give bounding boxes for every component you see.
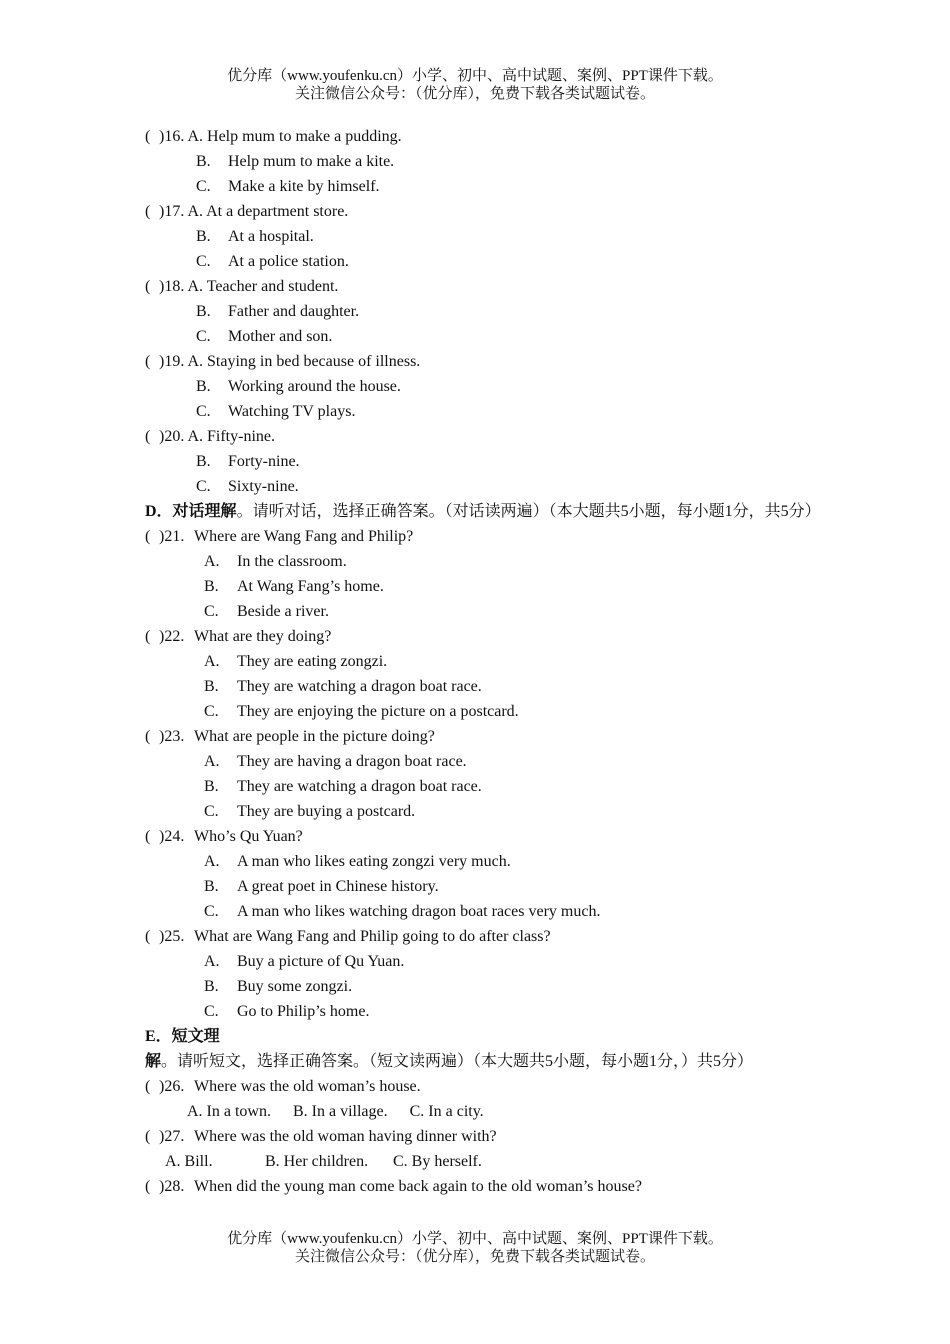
option-text: They are having a dragon boat race.: [237, 753, 467, 770]
option-b: [145, 224, 825, 249]
option-a: A. Teacher and student.: [187, 278, 339, 295]
option-letter: A.: [204, 653, 220, 670]
question-16: [145, 124, 825, 149]
question-number: )24.: [159, 828, 185, 845]
footer-line-1: 优分库（www.youfenku.cn）小学、初中、高中试题、案例、PPT课件下载。: [227, 1231, 723, 1247]
option-b: [145, 149, 825, 174]
option-a: [145, 549, 825, 574]
option-text: Forty-nine.: [228, 453, 300, 470]
option-letter: C.: [204, 803, 219, 820]
option-a: A. In a town.: [187, 1103, 271, 1120]
option-letter: B.: [204, 578, 219, 595]
option-text: At Wang Fang’s home.: [237, 578, 384, 595]
option-a: [145, 649, 825, 674]
option-text: A man who likes watching dragon boat races very much.: [237, 903, 601, 920]
question-text: Where are Wang Fang and Philip?: [194, 528, 414, 545]
option-letter: B.: [196, 153, 211, 170]
option-letter: B.: [204, 878, 219, 895]
option-letter: C.: [204, 603, 219, 620]
option-a: [145, 949, 825, 974]
question-20: [145, 424, 825, 449]
option-b: [145, 449, 825, 474]
answer-blank[interactable]: (: [145, 1178, 151, 1195]
answer-blank[interactable]: (: [145, 353, 151, 370]
option-text: They are eating zongzi.: [237, 653, 388, 670]
page-header: [0, 67, 950, 103]
option-text: They are enjoying the picture on a postcard.: [237, 703, 519, 720]
option-c: [145, 324, 825, 349]
answer-blank[interactable]: (: [145, 628, 151, 645]
option-a: A. Fifty-nine.: [187, 428, 275, 445]
answer-blank[interactable]: (: [145, 528, 151, 545]
option-c: [145, 699, 825, 724]
question-text: What are they doing?: [194, 628, 332, 645]
answer-blank[interactable]: (: [145, 428, 151, 445]
option-c: [145, 599, 825, 624]
question-text: Where was the old woman’s house.: [194, 1078, 421, 1095]
option-b: B. In a village.: [292, 1103, 388, 1120]
answer-blank[interactable]: (: [145, 278, 151, 295]
question-number: )27.: [159, 1128, 185, 1145]
option-a: A. Bill.: [165, 1153, 213, 1170]
option-a: [145, 849, 825, 874]
option-b: [145, 974, 825, 999]
option-letter: C.: [196, 403, 211, 420]
option-text: A great poet in Chinese history.: [237, 878, 439, 895]
question-number: )21.: [159, 528, 185, 545]
option-text: A man who likes eating zongzi very much.: [237, 853, 511, 870]
question-number: )17.: [159, 203, 185, 220]
answer-blank[interactable]: (: [145, 128, 151, 145]
option-text: Go to Philip’s home.: [237, 1003, 370, 1020]
question-text: Who’s Qu Yuan?: [194, 828, 303, 845]
section-e-heading: [145, 1024, 825, 1074]
option-letter: B.: [196, 378, 211, 395]
section-d-heading: [145, 499, 825, 524]
question-text: What are people in the picture doing?: [194, 728, 435, 745]
answer-blank[interactable]: (: [145, 928, 151, 945]
option-c: [145, 899, 825, 924]
option-text: Beside a river.: [237, 603, 329, 620]
option-letter: B.: [196, 228, 211, 245]
answer-blank[interactable]: (: [145, 1128, 151, 1145]
option-c: C. In a city.: [409, 1103, 484, 1120]
question-number: )19.: [159, 353, 185, 370]
question-number: )25.: [159, 928, 185, 945]
section-title: D．对话理解: [145, 503, 237, 520]
section-title: E．短文理解: [145, 1028, 220, 1070]
option-letter: B.: [204, 778, 219, 795]
question-number: )22.: [159, 628, 185, 645]
question-number: )26.: [159, 1078, 185, 1095]
option-c: [145, 999, 825, 1024]
option-text: Buy a picture of Qu Yuan.: [237, 953, 405, 970]
question-28: [145, 1174, 825, 1199]
exam-content: [145, 124, 825, 1199]
question-24: [145, 824, 825, 849]
question-text: What are Wang Fang and Philip going to do after class?: [194, 928, 551, 945]
option-letter: A.: [204, 853, 220, 870]
option-letter: C.: [196, 178, 211, 195]
question-21: [145, 524, 825, 549]
question-19: [145, 349, 825, 374]
header-line-1: 优分库（www.youfenku.cn）小学、初中、高中试题、案例、PPT课件下载。: [227, 68, 723, 84]
option-letter: B.: [196, 453, 211, 470]
option-letter: B.: [204, 978, 219, 995]
option-text: At a hospital.: [228, 228, 314, 245]
options-27: [145, 1149, 825, 1174]
option-letter: A.: [204, 953, 220, 970]
option-letter: C.: [204, 903, 219, 920]
question-text: When did the young man come back again to the old woman’s house?: [194, 1178, 642, 1195]
option-b: B. Her children.: [265, 1153, 369, 1170]
option-letter: C.: [196, 478, 211, 495]
option-text: They are watching a dragon boat race.: [237, 778, 482, 795]
options-26: [145, 1099, 825, 1124]
answer-blank[interactable]: (: [145, 203, 151, 220]
header-line-2: 关注微信公众号：（优分库），免费下载各类试题试卷。: [294, 86, 655, 102]
option-letter: A.: [204, 553, 220, 570]
option-c: [145, 474, 825, 499]
question-22: [145, 624, 825, 649]
option-text: Father and daughter.: [228, 303, 360, 320]
option-c: [145, 799, 825, 824]
option-text: At a police station.: [228, 253, 349, 270]
option-text: Watching TV plays.: [228, 403, 356, 420]
question-27: [145, 1124, 825, 1149]
option-a: A. Help mum to make a pudding.: [187, 128, 402, 145]
question-number: )20.: [159, 428, 185, 445]
option-text: Sixty-nine.: [228, 478, 299, 495]
option-b: [145, 674, 825, 699]
option-letter: C.: [196, 253, 211, 270]
answer-blank[interactable]: (: [145, 828, 151, 845]
question-17: [145, 199, 825, 224]
option-letter: C.: [196, 328, 211, 345]
option-b: [145, 574, 825, 599]
question-25: [145, 924, 825, 949]
option-text: They are watching a dragon boat race.: [237, 678, 482, 695]
option-a: [145, 749, 825, 774]
option-text: Make a kite by himself.: [228, 178, 380, 195]
question-26: [145, 1074, 825, 1099]
option-text: They are buying a postcard.: [237, 803, 416, 820]
option-b: [145, 774, 825, 799]
answer-blank[interactable]: (: [145, 728, 151, 745]
option-letter: B.: [204, 678, 219, 695]
page-footer: [0, 1230, 950, 1266]
question-number: )28.: [159, 1178, 185, 1195]
option-text: Buy some zongzi.: [237, 978, 353, 995]
section-instructions: 。请听短文，选择正确答案。（短文读两遍）（本大题共5小题，每小题1分，）共5分）: [161, 1053, 754, 1070]
option-c: [145, 399, 825, 424]
option-letter: B.: [196, 303, 211, 320]
question-text: Where was the old woman having dinner with?: [194, 1128, 497, 1145]
option-b: [145, 299, 825, 324]
question-number: )16.: [159, 128, 185, 145]
question-18: [145, 274, 825, 299]
option-text: Working around the house.: [228, 378, 401, 395]
question-number: )18.: [159, 278, 185, 295]
question-number: )23.: [159, 728, 185, 745]
option-b: [145, 374, 825, 399]
option-c: [145, 174, 825, 199]
question-23: [145, 724, 825, 749]
section-instructions: 。请听对话，选择正确答案。（对话读两遍）（本大题共5小题，每小题1分，共5分）: [236, 503, 821, 520]
option-letter: C.: [204, 703, 219, 720]
option-c: [145, 249, 825, 274]
option-letter: C.: [204, 1003, 219, 1020]
option-text: Help mum to make a kite.: [228, 153, 395, 170]
option-letter: A.: [204, 753, 220, 770]
option-a: A. Staying in bed because of illness.: [187, 353, 421, 370]
option-text: In the classroom.: [237, 553, 347, 570]
option-a: A. At a department store.: [187, 203, 349, 220]
option-c: C. By herself.: [393, 1153, 482, 1170]
answer-blank[interactable]: (: [145, 1078, 151, 1095]
option-text: Mother and son.: [228, 328, 333, 345]
option-b: [145, 874, 825, 899]
footer-line-2: 关注微信公众号：（优分库），免费下载各类试题试卷。: [294, 1249, 655, 1265]
